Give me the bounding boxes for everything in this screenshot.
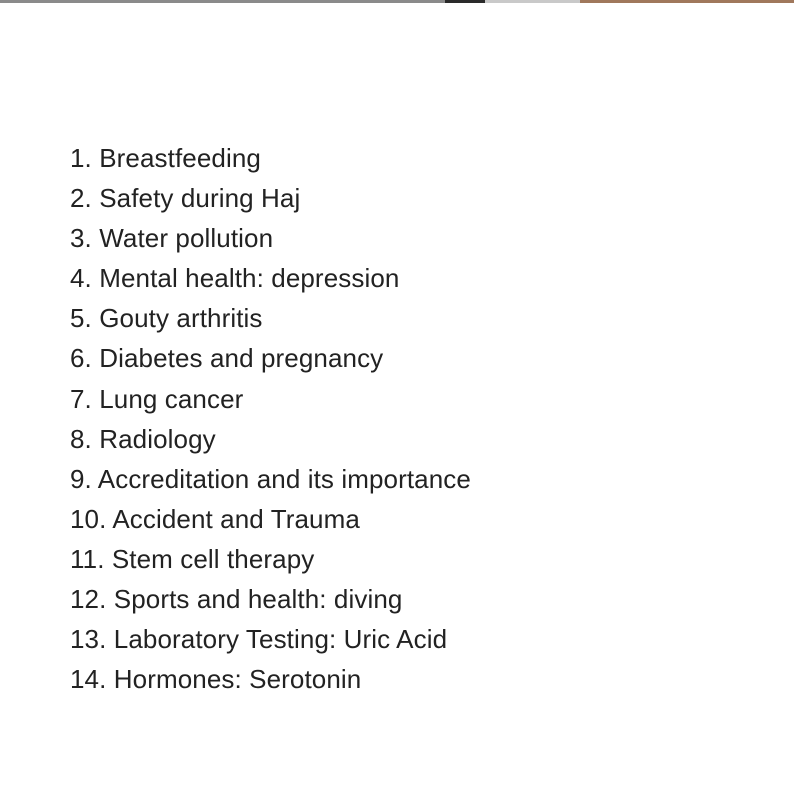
topic-item: 7. Lung cancer [70,383,244,414]
topic-item: 3. Water pollution [70,223,274,254]
topic-list [70,138,471,699]
top-image-edge-segment [580,0,794,3]
topic-item: 1. Breastfeeding [70,143,261,173]
topic-item: 13. Laboratory Testing: Uric Acid [70,624,448,655]
topic-item: 4. Mental health: depression [70,263,400,294]
top-image-edge-segment [0,0,445,3]
topic-item: 8. Radiology [70,423,216,454]
topic-item: 2. Safety during Haj [70,183,301,214]
topic-item: 11. Stem cell therapy [70,543,315,574]
top-image-edge [0,0,794,3]
topic-item: 9. Accreditation and its importance [70,463,471,494]
top-image-edge-segment [485,0,580,3]
topic-item: 5. Gouty arthritis [70,303,263,334]
topic-item: 10. Accident and Trauma [70,503,360,534]
top-image-edge-segment [445,0,485,3]
topic-item: 12. Sports and health: diving [70,584,403,615]
topic-item: 6. Diabetes and pregnancy [70,343,384,374]
topic-item: 14. Hormones: Serotonin [70,664,362,695]
